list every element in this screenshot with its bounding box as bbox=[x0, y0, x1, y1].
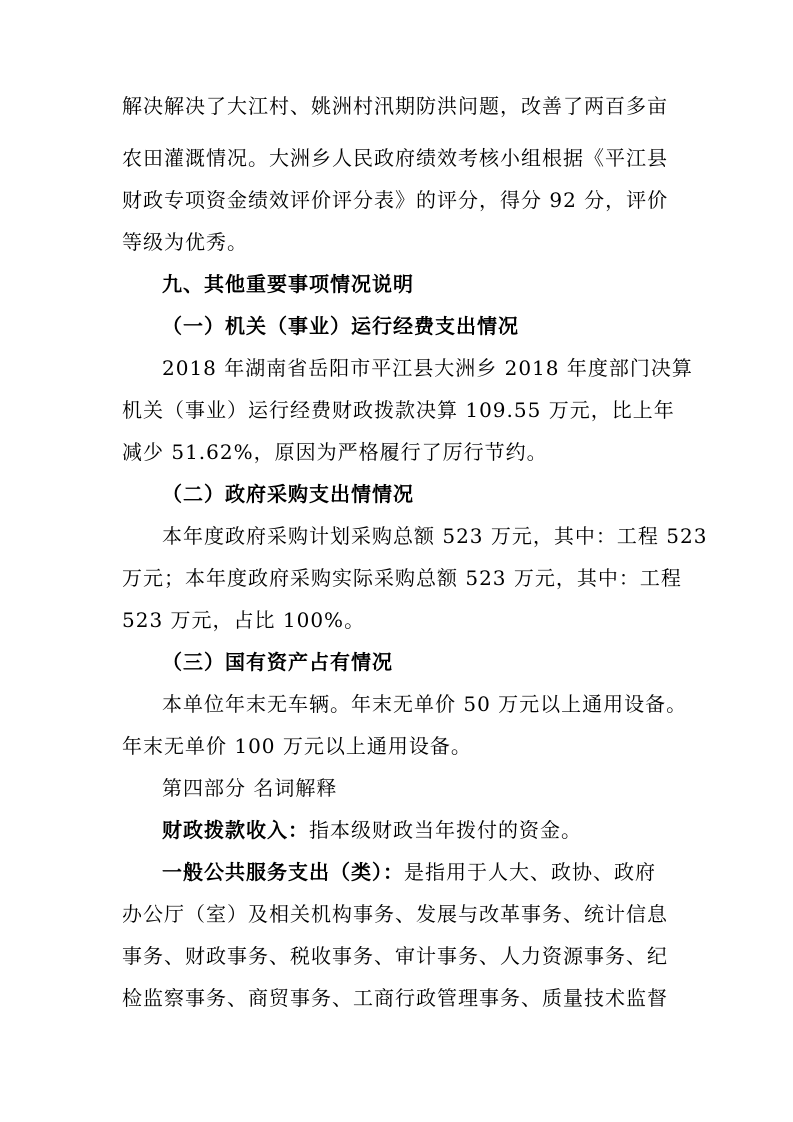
body-line: 事务、财政事务、税收事务、审计事务、人力资源事务、纪 bbox=[122, 944, 668, 968]
term-text: 指本级财政当年拨付的资金。 bbox=[309, 818, 582, 842]
term-definition bbox=[162, 817, 582, 843]
body-line: 办公厅（室）及相关机构事务、发展与改革事务、统计信息 bbox=[122, 902, 668, 926]
body-line: 等级为优秀。 bbox=[122, 230, 248, 254]
body-line: 解决解决了大江村、姚洲村汛期防洪问题，改善了两百多亩 bbox=[122, 94, 668, 118]
body-line: 523 万元，占比 100%。 bbox=[122, 608, 366, 632]
section-heading: 九、其他重要事项情况说明 bbox=[162, 272, 414, 296]
subsection-heading: （一）机关（事业）运行经费支出情况 bbox=[162, 314, 519, 338]
body-line: 检监察事务、商贸事务、工商行政管理事务、质量技术监督 bbox=[122, 986, 668, 1010]
part-heading: 第四部分 名词解释 bbox=[162, 776, 338, 800]
subsection-heading: （二）政府采购支出情情况 bbox=[162, 482, 414, 506]
body-line: 万元；本年度政府采购实际采购总额 523 万元，其中：工程 bbox=[122, 566, 682, 590]
body-line: 减少 51.62%，原因为严格履行了厉行节约。 bbox=[122, 440, 548, 464]
term-text: 是指用于人大、政协、政府 bbox=[404, 860, 656, 884]
body-line: 财政专项资金绩效评价评分表》的评分，得分 92 分，评价 bbox=[122, 188, 669, 212]
body-line: 本年度政府采购计划采购总额 523 万元，其中：工程 523 bbox=[162, 524, 708, 548]
body-line: 2018 年湖南省岳阳市平江县大洲乡 2018 年度部门决算 bbox=[162, 356, 693, 380]
term-label: 一般公共服务支出（类）： bbox=[162, 860, 404, 884]
body-line: 年末无单价 100 万元以上通用设备。 bbox=[122, 734, 472, 758]
body-line: 本单位年末无车辆。年末无单价 50 万元以上通用设备。 bbox=[162, 692, 688, 716]
term-label: 财政拨款收入： bbox=[162, 818, 309, 842]
body-line: 机关（事业）运行经费财政拨款决算 109.55 万元，比上年 bbox=[122, 398, 675, 422]
term-definition bbox=[162, 859, 656, 885]
body-line: 农田灌溉情况。大洲乡人民政府绩效考核小组根据《平江县 bbox=[122, 146, 668, 170]
subsection-heading: （三）国有资产占有情况 bbox=[162, 650, 393, 674]
